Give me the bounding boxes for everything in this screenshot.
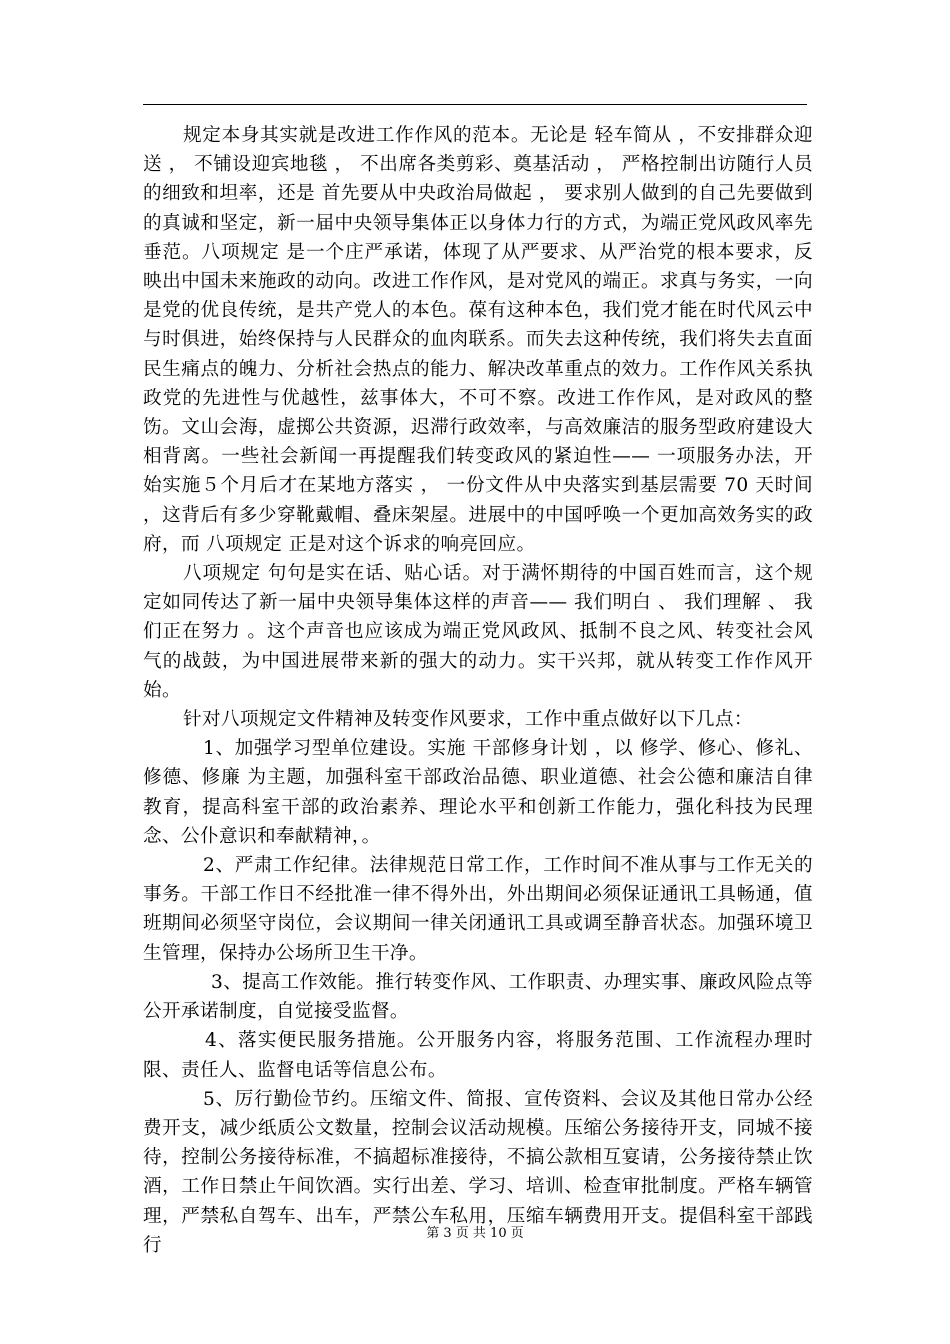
list-item-discipline: 2、严肃工作纪律。法律规范日常工作，工作时间不准从事与工作无关的事务。干部工作日不经批准一律不得外出，外出期间必须保证通讯工具畅通，值班期间必须坚守岗位，会议期间一律关闭通讯工具或调至静音状态。加强环境卫生管理，保持办公场所卫生干净。 bbox=[143, 855, 813, 964]
header-rule bbox=[143, 104, 807, 105]
list-item-frugality: 5、厉行勤俭节约。压缩文件、简报、宣传资料、会议及其他日常办公经费开支，减少纸质公文数量，控制会议活动规模。压缩公务接待开支，同城不接待，控制公务接待标准，不搞超标准接待，不搞公款相互宴请，公务接待禁止饮酒，工作日禁止午间饮酒。实行出差、学习、培训、检查审批制度。严格车辆管理，严禁私自驾车、出车，严禁公车私用，压缩车辆费用开支。提倡科室干部践行 bbox=[143, 1088, 813, 1256]
page-footer: 第 3 页 共 10 页 bbox=[426, 1226, 524, 1241]
paragraph-work-focus: 针对八项规定文件精神及转变作风要求，工作中重点做好以下几点： bbox=[183, 709, 753, 731]
paragraph-eight-rules: 八项规定 句句是实在话、贴心话。对于满怀期待的中国百姓而言，这个规定如同传达了新一届中央领导集体这样的声音—— 我们明白 、 我们理解 、 我们正在努力 。这个声音也应该成为端正党风政风、抵制不良之风、转变社会风气的战鼓，为中国进展带来新的强大的动力。实干兴邦，就从转变工作作风开始。 bbox=[143, 563, 813, 701]
list-item-efficiency: 3、提高工作效能。推行转变作风、工作职责、办理实事、廉政风险点等公开承诺制度，自觉接受监督。 bbox=[143, 971, 813, 1023]
list-item-service: 4、落实便民服务措施。公开服务内容，将服务范围、工作流程办理时限、责任人、监督电话等信息公布。 bbox=[143, 1030, 813, 1081]
document-body bbox=[143, 121, 813, 1260]
paragraph-intro: 规定本身其实就是改进工作作风的范本。无论是 轻车简从 ，不安排群众迎送 ， 不铺设迎宾地毯 ， 不出席各类剪彩、奠基活动 ， 严格控制出访随行人员 的细致和坦率，还是 首先要从中央政治局做起 ， 要求别人做到的自己先要做到 的真诚和坚定，新一届中央领导集体正以身体力行的方式，为端正党风政风率先垂范。八项规定 是一个庄严承诺，体现了从严要求、从严治党的根本要求，反映出中国未来施政的动向。改进工作作风，是对党风的端正。求真与务实，一向是党的优良传统，是共产党人的本色。葆有这种本色，我们党才能在时代风云中与时俱进，始终保持与人民群众的血肉联系。而失去这种传统，我们将失去直面民生痛点的魄力、分析社会热点的能力、解决改革重点的效力。工作作风关系执政党的先进性与优越性，兹事体大，不可不察。改进工作作风，是对政风的整饬。文山会海，虚掷公共资源，迟滞行政效率，与高效廉洁的服务型政府建设大相背离。一些社会新闻一再提醒我们转变政风的紧迫性—— 一项服务办法，开始实施５个月后才在某地方落实 ， 一份文件从中央落实到基层需要 70 天时间 ，这背后有多少穿靴戴帽、叠床架屋。进展中的中国呼唤一个更加高效务实的政府，而 八项规定 正是对这个诉求的响亮回应。 bbox=[143, 125, 813, 555]
list-item-study: 1、加强学习型单位建设。实施 干部修身计划 ，以 修学、修心、修礼、修德、修廉 为主题，加强科室干部政治品德、职业道德、社会公德和廉洁自律教育，提高科室干部的政治素养、理论水平和创新工作能力，强化科技为民理念、公仆意识和奉献精神，。 bbox=[143, 738, 813, 847]
